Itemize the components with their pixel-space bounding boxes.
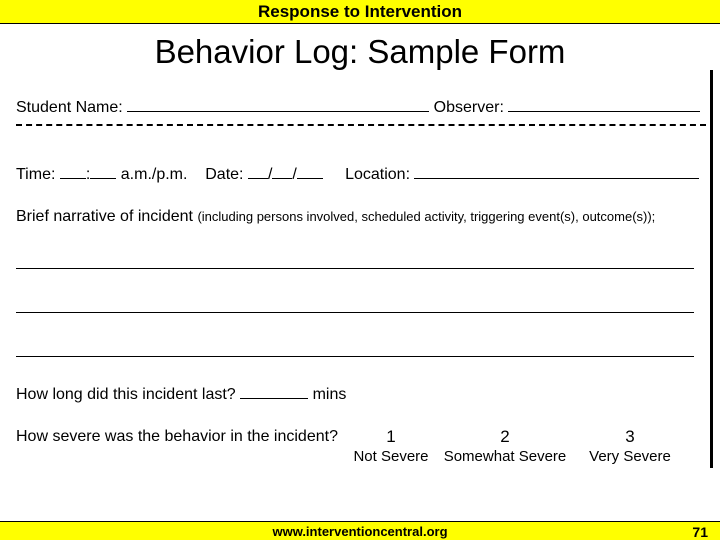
student-name-field[interactable] — [127, 97, 429, 112]
date-separator-2: / — [292, 166, 297, 183]
severity-label: Very Severe — [589, 448, 671, 465]
severity-option-3[interactable] — [573, 427, 687, 467]
observer-field[interactable] — [508, 97, 700, 112]
severity-label: Not Severe — [353, 448, 429, 465]
severity-question: How severe was the behavior in the incident? — [16, 428, 338, 445]
narrative-line-1[interactable] — [16, 268, 694, 269]
header-bar — [0, 0, 720, 24]
footer-bar — [0, 521, 720, 540]
date-month-field[interactable] — [248, 164, 268, 179]
duration-row — [16, 384, 346, 404]
severity-value: 2 — [500, 427, 510, 446]
narrative-hint: (including persons involved, scheduled activity, triggering event(s), outcome(s)); — [197, 209, 656, 224]
narrative-row — [16, 208, 655, 226]
student-observer-row — [16, 97, 700, 117]
header-title: Response to Intervention — [257, 2, 463, 21]
severity-option-2[interactable] — [440, 427, 570, 467]
time-hour-field[interactable] — [60, 164, 86, 179]
time-date-location-row — [16, 164, 699, 184]
narrative-line-2[interactable] — [16, 312, 694, 313]
duration-unit: mins — [312, 386, 347, 403]
duration-question: How long did this incident last? — [16, 386, 236, 403]
time-label: Time: — [16, 166, 56, 183]
severity-value: 3 — [625, 427, 635, 446]
date-day-field[interactable] — [272, 164, 292, 179]
location-field[interactable] — [414, 164, 699, 179]
location-label: Location: — [345, 166, 411, 183]
severity-row — [16, 428, 338, 446]
observer-label: Observer: — [433, 99, 504, 116]
student-name-label: Student Name: — [16, 99, 123, 116]
narrative-label: Brief narrative of incident — [16, 208, 193, 225]
severity-option-1[interactable] — [343, 427, 439, 467]
duration-field[interactable] — [240, 384, 308, 399]
severity-label: Somewhat Severe — [443, 448, 567, 465]
slide-title: Behavior Log: Sample Form — [154, 33, 566, 70]
footer-url[interactable]: www.interventioncentral.org — [272, 524, 448, 539]
behavior-log-form — [8, 70, 713, 468]
date-year-field[interactable] — [297, 164, 323, 179]
date-separator-1: / — [267, 166, 273, 183]
dashed-divider — [16, 124, 706, 126]
time-separator: : — [85, 166, 91, 183]
time-minute-field[interactable] — [90, 164, 116, 179]
date-label: Date: — [205, 166, 244, 183]
severity-value: 1 — [386, 427, 396, 446]
page-number: 71 — [692, 524, 708, 540]
narrative-line-3[interactable] — [16, 356, 694, 357]
ampm-label: a.m./p.m. — [120, 166, 188, 183]
